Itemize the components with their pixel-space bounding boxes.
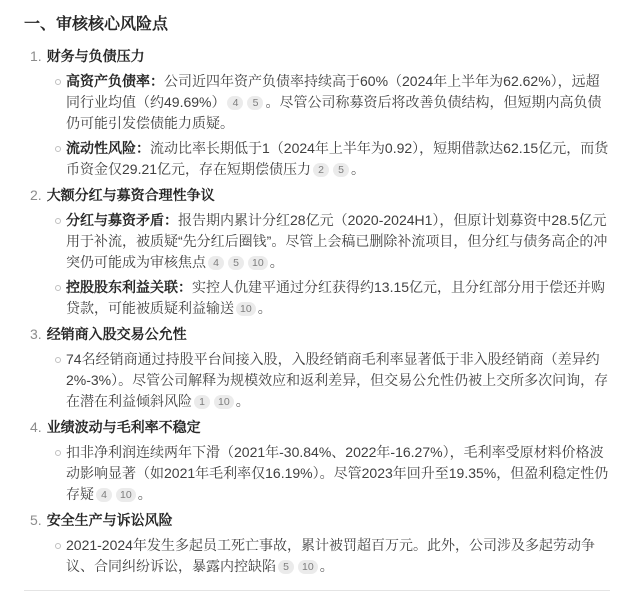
section-heading-row — [24, 509, 610, 531]
section-number: 4. — [30, 419, 42, 435]
list-item-text: 74名经销商通过持股平台间接入股，入股经销商毛利率显著低于非入股经销商（差异约2%-3%）。尽管公司解释为规模效应和返利差异，但交易公允性仍被上交所多次问询，存在潜在利益倾斜风险 1 10 。 — [66, 351, 609, 409]
list-item-bold-label: 流动性风险： — [66, 140, 150, 156]
bullet-circle-icon — [55, 450, 61, 456]
bullet-circle-icon — [55, 285, 61, 291]
section-heading-label: 财务与负债压力 — [46, 48, 145, 64]
citation-badge[interactable]: 5 — [278, 560, 294, 574]
citation-badge[interactable]: 4 — [96, 488, 112, 502]
risk-section — [24, 509, 610, 577]
section-number: 5. — [30, 512, 42, 528]
section-number: 2. — [30, 187, 42, 203]
list-item-bold-label: 分红与募资矛盾： — [66, 212, 178, 228]
citation-badge[interactable]: 10 — [214, 395, 234, 409]
bullet-circle-icon — [55, 543, 61, 549]
citation-badge[interactable]: 4 — [227, 96, 243, 110]
list-item-text: 流动性风险：流动比率长期低于1（2024年上半年为0.92），短期借款达62.15亿元，而货币资金仅29.21亿元，存在短期偿债压力 2 5 。 — [66, 140, 609, 177]
section-heading-label: 经销商入股交易公允性 — [46, 326, 187, 342]
list-item-text: 扣非净利润连续两年下滑（2021年-30.84%、2022年-16.27%），毛利率受原材料价格波动影响显著（如2021年毛利率仅16.19%）。尽管2023年回升至19.35%，但盈利稳定性仍存疑 4 10 。 — [66, 444, 609, 502]
risk-section — [24, 45, 610, 180]
list-item — [66, 349, 610, 412]
list-item — [66, 277, 610, 319]
citation-badge[interactable]: 10 — [298, 560, 318, 574]
citation-badge[interactable]: 2 — [313, 163, 329, 177]
citation-badge[interactable]: 10 — [248, 256, 268, 270]
section-number: 1. — [30, 48, 42, 64]
list-item-text: 控股股东利益关联：实控人仇建平通过分红获得约13.15亿元，且分红部分用于偿还并购贷款，可能被质疑利益输送 10 。 — [66, 279, 606, 316]
risk-section — [24, 416, 610, 505]
section-heading-row — [24, 323, 610, 345]
list-item-bold-label: 高资产负债率： — [66, 73, 164, 89]
list-item-text: 分红与募资矛盾：报告期内累计分红28亿元（2020-2024H1），但原计划募资中28.5亿元用于补流，被质疑“先分红后圈钱”。尽管上会稿已删除补流项目，但分红与债务高企的冲突仍可能成为审核焦点 4 5 10 。 — [66, 212, 608, 270]
list-item — [66, 138, 610, 180]
bullet-list — [24, 349, 610, 412]
list-item-text: 高资产负债率：公司近四年资产负债率持续高于60%（2024年上半年为62.62%），远超同行业均值（约49.69%） 4 5 。尽管公司称募资后将改善负债结构，但短期内高负债仍可能引发偿债能力质疑。 — [66, 73, 602, 131]
section-heading-label: 业绩波动与毛利率不稳定 — [46, 419, 201, 435]
citation-badge[interactable]: 1 — [194, 395, 210, 409]
risk-sections — [24, 45, 610, 577]
list-item — [66, 71, 610, 134]
list-item-text: 2021-2024年发生多起员工死亡事故，累计被罚超百万元。此外，公司涉及多起劳动争议、合同纠纷诉讼，暴露内控缺陷 5 10 。 — [66, 537, 595, 574]
list-item-bold-label: 控股股东利益关联： — [66, 279, 192, 295]
section-heading-label: 安全生产与诉讼风险 — [46, 512, 173, 528]
list-item — [66, 442, 610, 505]
risk-section — [24, 323, 610, 412]
section-heading-row — [24, 184, 610, 206]
page-title: 一、审核核心风险点 — [24, 16, 169, 33]
citation-badge[interactable]: 5 — [247, 96, 263, 110]
bullet-circle-icon — [55, 146, 61, 152]
bullet-circle-icon — [55, 357, 61, 363]
citation-badge[interactable]: 5 — [228, 256, 244, 270]
bullet-list — [24, 442, 610, 505]
list-item — [66, 210, 610, 273]
section-heading-row — [24, 416, 610, 438]
bullet-circle-icon — [55, 79, 61, 85]
bullet-list — [24, 210, 610, 319]
risk-section — [24, 184, 610, 319]
bullet-circle-icon — [55, 218, 61, 224]
citation-badge[interactable]: 10 — [116, 488, 136, 502]
section-heading-label: 大额分红与募资合理性争议 — [46, 187, 215, 203]
bullet-list — [24, 71, 610, 180]
citation-badge[interactable]: 5 — [333, 163, 349, 177]
citation-badge[interactable]: 4 — [208, 256, 224, 270]
citation-badge[interactable]: 10 — [236, 302, 256, 316]
section-heading-row — [24, 45, 610, 67]
section-number: 3. — [30, 326, 42, 342]
